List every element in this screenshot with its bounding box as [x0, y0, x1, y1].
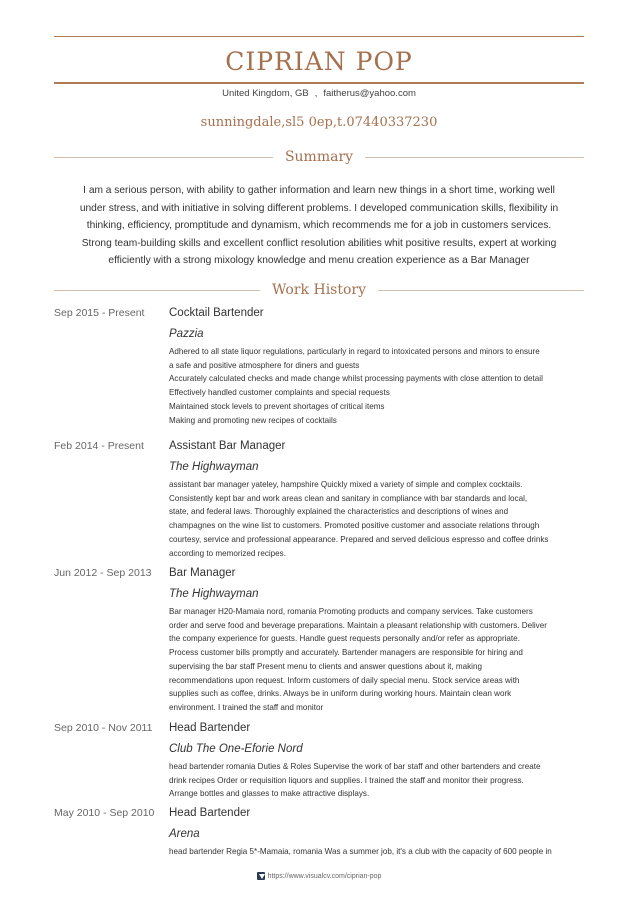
- summary-line: Strong team-building skills and excellent conflict resolution abilities whit positive results, expert at working: [81, 237, 557, 249]
- description-line: drink recipes Order or requisition liquors and supplies. I trained the staff and monitor their progress.: [169, 775, 524, 785]
- job-company: The Highwayman: [169, 588, 259, 600]
- description-line: Effectively handled customer complaints and special requests: [169, 388, 390, 398]
- job-dates: Feb 2014 - Present: [54, 440, 144, 452]
- description-line: Maintained stock levels to prevent shortages of critical items: [169, 401, 385, 411]
- heading-rule-left: [54, 290, 260, 291]
- description-line: Process customer bills promptly and accurately. Bartender managers are responsible for hiring and: [169, 648, 523, 658]
- description-line: supervising the bar staff Present menu to clients and answer questions about it, making: [169, 661, 482, 671]
- description-line: champagnes on the wine list to customers. Promoted positive customer and associate relations through: [169, 521, 540, 531]
- description-line: order and serve food and beverage preparations. Maintain a pleasant relationship with customers. Deliver: [169, 620, 547, 630]
- job-title: Assistant Bar Manager: [169, 440, 286, 452]
- job-title: Head Bartender: [169, 722, 251, 734]
- job-title: Cocktail Bartender: [169, 307, 264, 319]
- description-line: supplies such as coffee, drinks. Always be in uniform during working hours. Maintain clean work: [169, 689, 512, 699]
- description-line: the company experience for guests. Handle guest requests personally and/or refer as appropriate.: [169, 634, 520, 644]
- summary-line: under stress, and with initiative in solving different problems. I developed communication skills, flexibility in: [79, 202, 559, 214]
- summary-line: thinking, efficiency, promptitude and dynamism, which recommends me for a job in customers services.: [86, 220, 552, 232]
- heading-rule-right: [378, 290, 584, 291]
- footer: [0, 872, 638, 880]
- job-dates: Jun 2012 - Sep 2013: [54, 567, 152, 579]
- job-title: Head Bartender: [169, 807, 251, 819]
- job-dates: May 2010 - Sep 2010: [54, 807, 155, 819]
- address-phone: sunningdale,sl5 0ep,t.07440337230: [200, 115, 438, 130]
- work-history-heading: [54, 280, 584, 300]
- work-history-heading-text: Work History: [271, 282, 367, 298]
- candidate-name: CIPRIAN POP: [225, 47, 413, 76]
- job-description: [169, 760, 589, 801]
- profile-url-link[interactable]: https://www.visualcv.com/ciprian-pop: [267, 872, 382, 880]
- description-line: Making and promoting new recipes of cocktails: [169, 415, 337, 425]
- description-line: environment. I trained the staff and monitor: [169, 702, 324, 712]
- description-line: head bartender romania Duties & Roles Supervise the work of bar staff and other bartenders and create: [169, 762, 541, 771]
- job-company: Pazzia: [169, 328, 204, 340]
- summary-heading-text: Summary: [284, 149, 354, 165]
- description-line: courtesy, service and professional appearance. Prepared and served delicious espresso and coffee drinks: [169, 534, 549, 544]
- summary-heading: [54, 147, 584, 167]
- summary-text: [60, 182, 578, 270]
- contact-separator: ,: [314, 88, 318, 99]
- description-line: a safe and positive atmosphere for diners and guests: [169, 360, 360, 370]
- description-line: Adhered to all state liquor regulations, particularly in regard to intoxicated persons and minors to ensure: [169, 347, 540, 356]
- description-line: state, and federal laws. Thoroughly explained the characteristics and descriptions of wines and: [169, 507, 509, 517]
- summary-line: I am a serious person, with ability to gather information and learn new things in a short time, working well: [83, 185, 555, 196]
- description-line: according to memorized recipes.: [169, 548, 286, 558]
- description-line: Arrange bottles and glasses to make attractive displays.: [169, 789, 370, 799]
- job-dates: Sep 2015 - Present: [54, 307, 145, 319]
- email-link[interactable]: faitherus@yahoo.com: [323, 88, 416, 99]
- summary-line: efficiently with a strong mixology knowledge and menu creation experience as a Bar Manager: [108, 255, 530, 267]
- header-top-rule: [54, 36, 584, 37]
- job-description: [169, 605, 589, 715]
- job-description: [169, 345, 589, 427]
- header-name-rule: [54, 82, 584, 84]
- job-title: Bar Manager: [169, 567, 236, 579]
- heading-rule-left: [54, 157, 273, 158]
- job-dates: Sep 2010 - Nov 2011: [54, 722, 153, 734]
- visualcv-logo-icon: [257, 872, 265, 880]
- job-company: Arena: [169, 828, 200, 840]
- location: United Kingdom, GB: [222, 88, 309, 99]
- job-company: The Highwayman: [169, 461, 259, 473]
- description-line: assistant bar manager yateley, hampshire Quickly mixed a variety of simple and complex cocktails.: [169, 480, 523, 489]
- contact-line: [0, 88, 638, 99]
- description-line: Bar manager H20-Mamaia nord, romania Promoting products and company services. Take customers: [169, 607, 533, 616]
- description-line: head bartender Regia 5*-Mamaia, romania Was a summer job, it's a club with the capacity of 600 people in: [169, 847, 552, 856]
- description-line: Consistently kept bar and work areas clean and sanitary in compliance with bar standards and local,: [169, 493, 528, 503]
- job-description: [169, 478, 589, 560]
- heading-rule-right: [365, 157, 584, 158]
- description-line: recommendations upon request. Inform customers of daily special menu. Stock service areas with: [169, 675, 520, 685]
- job-description: [169, 845, 589, 859]
- description-line: Accurately calculated checks and made change whilst processing payments with close attention to detail: [169, 374, 543, 384]
- job-company: Club The One-Eforie Nord: [169, 743, 303, 755]
